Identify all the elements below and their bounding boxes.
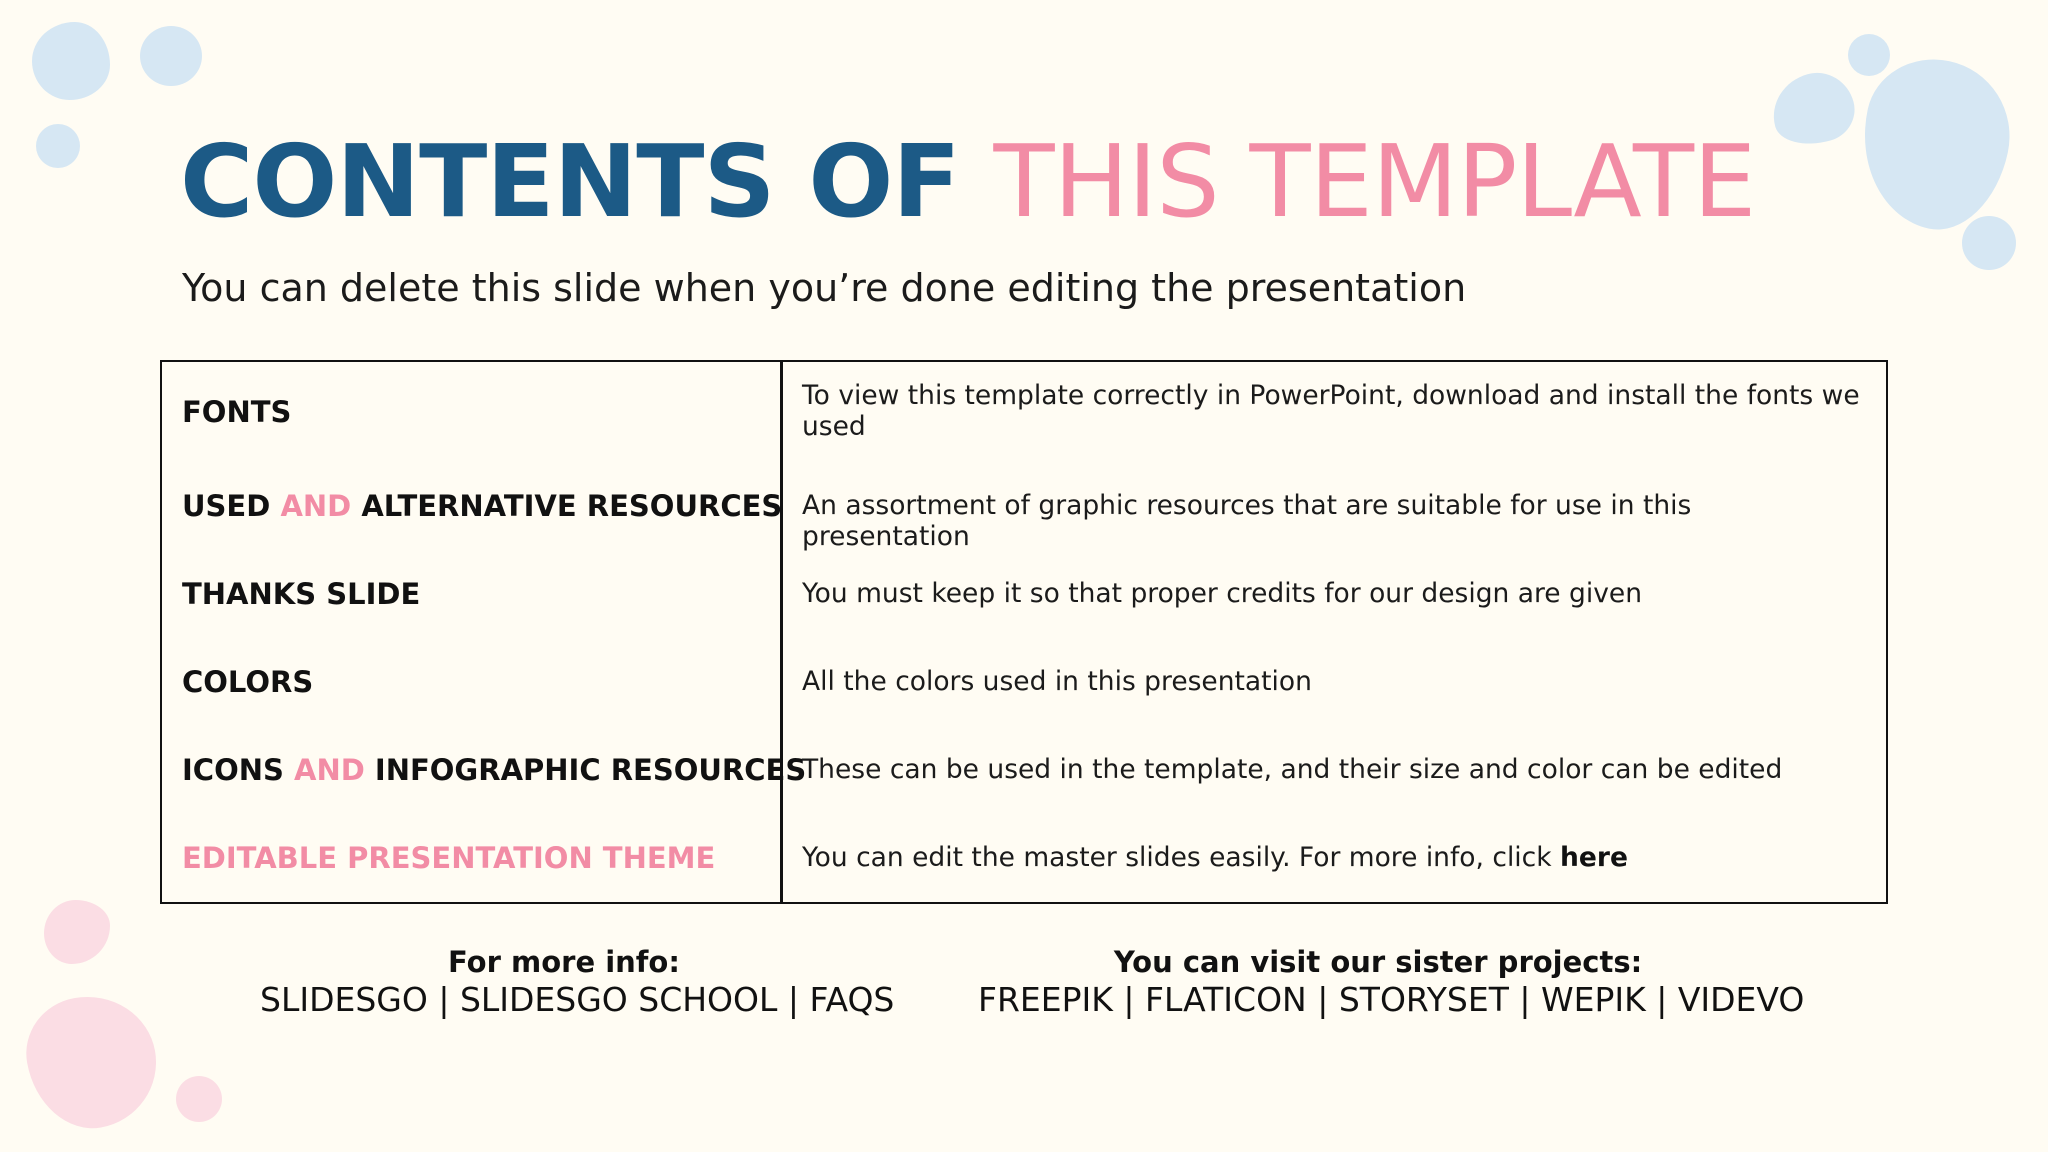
decorative-blob <box>36 124 80 168</box>
subtitle: You can delete this slide when you’re done editing the presentation <box>182 266 1467 310</box>
row-description <box>802 842 1862 873</box>
label-text: USED <box>182 489 271 523</box>
row-label: EDITABLE PRESENTATION THEME <box>182 841 716 875</box>
label-text: ALTERNATIVE RESOURCES <box>361 489 783 523</box>
decorative-blob <box>32 22 110 100</box>
link-slidesgo[interactable]: SLIDESGO <box>260 980 428 1019</box>
link-freepik[interactable]: FREEPIK <box>978 980 1113 1019</box>
footer-links <box>978 980 1805 1020</box>
decorative-blob <box>1764 65 1861 154</box>
label-text: ICONS <box>182 753 284 787</box>
link-separator: | <box>777 980 810 1019</box>
decorative-blob <box>1848 34 1890 76</box>
table-row <box>162 814 1886 902</box>
link-separator: | <box>1508 980 1541 1019</box>
label-accent: AND <box>294 753 365 787</box>
decorative-blob <box>44 900 110 964</box>
table-row <box>162 550 1886 638</box>
label-text: INFOGRAPHIC RESOURCES <box>374 753 807 787</box>
decorative-blob <box>1846 47 2024 242</box>
row-label: THANKS SLIDE <box>182 577 421 611</box>
row-label <box>182 752 807 788</box>
row-label: COLORS <box>182 665 314 699</box>
row-description: These can be used in the template, and their size and color can be edited <box>802 754 1783 785</box>
link-videvo[interactable]: VIDEVO <box>1677 980 1805 1019</box>
footer-heading: For more info: <box>448 945 680 979</box>
table-row <box>162 462 1886 550</box>
link-separator: | <box>1112 980 1145 1019</box>
row-label <box>182 488 783 524</box>
decorative-blob <box>18 986 167 1138</box>
row-description: An assortment of graphic resources that are suitable for use in this presentation <box>802 490 1692 552</box>
link-storyset[interactable]: STORYSET <box>1338 980 1509 1019</box>
here-link[interactable]: here <box>1560 842 1628 873</box>
link-flaticon[interactable]: FLATICON <box>1145 980 1307 1019</box>
page-title <box>180 122 1755 242</box>
footer-heading: You can visit our sister projects: <box>1113 945 1643 979</box>
link-faqs[interactable]: FAQS <box>809 980 895 1019</box>
link-wepik[interactable]: WEPIK <box>1540 980 1646 1019</box>
link-separator: | <box>427 980 460 1019</box>
row-description: All the colors used in this presentation <box>802 666 1312 697</box>
decorative-blob <box>176 1076 222 1122</box>
footer-more-info <box>260 944 895 1020</box>
footer-links <box>260 980 895 1020</box>
link-separator: | <box>1306 980 1339 1019</box>
footer-sister-projects <box>978 944 1805 1020</box>
title-part-navy: CONTENTS OF <box>180 123 960 240</box>
decorative-blob <box>140 26 202 86</box>
link-slidesgo-school[interactable]: SLIDESGO SCHOOL <box>459 980 778 1019</box>
title-part-pink: THIS TEMPLATE <box>993 123 1756 240</box>
table-row <box>162 726 1886 814</box>
row-description: To view this template correctly in PowerPoint, download and install the fonts we used <box>802 380 1860 442</box>
row-label: FONTS <box>182 395 292 429</box>
label-accent: AND <box>280 489 352 523</box>
table-row <box>162 362 1886 462</box>
link-separator: | <box>1645 980 1678 1019</box>
contents-table <box>160 360 1888 904</box>
row-description: You must keep it so that proper credits for our design are given <box>802 578 1642 609</box>
decorative-blob <box>1962 216 2016 270</box>
description-text: You can edit the master slides easily. For more info, click <box>802 842 1552 873</box>
table-row <box>162 638 1886 726</box>
